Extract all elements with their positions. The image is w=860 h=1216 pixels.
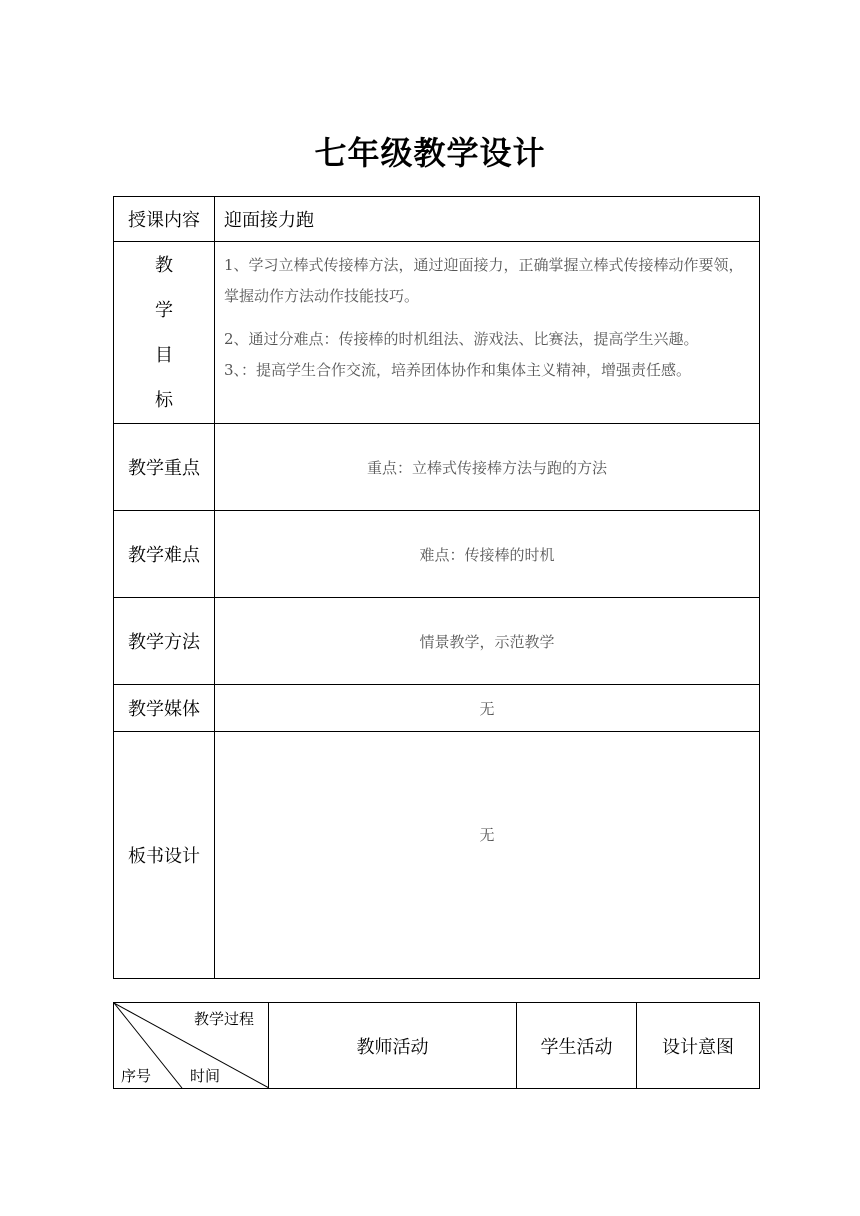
student-activity-header: 学生活动 <box>517 1003 637 1089</box>
process-table <box>113 1002 760 1089</box>
row-board <box>114 732 760 979</box>
lesson-table <box>113 196 760 979</box>
objectives-label <box>114 242 215 424</box>
page-title: 七年级教学设计 <box>314 134 546 172</box>
content-label: 授课内容 <box>114 197 215 242</box>
objectives-label-char: 目 <box>155 344 173 366</box>
objective-item: 1、学习立棒式传接棒方法，通过迎面接力，正确掌握立棒式传接棒动作要领，掌握动作方法动作技能技巧。 <box>224 256 744 305</box>
teacher-activity-header: 教师活动 <box>269 1003 517 1089</box>
board-value: 无 <box>215 732 760 979</box>
key-point-value: 重点：立棒式传接棒方法与跑的方法 <box>215 424 760 511</box>
difficulty-label: 教学难点 <box>114 511 215 598</box>
objectives-value <box>215 242 760 424</box>
diag-time-label: 时间 <box>190 1067 221 1085</box>
objective-item: 2、通过分难点：传接棒的时机组法、游戏法、比赛法，提高学生兴趣。 <box>224 330 699 348</box>
objectives-label-char: 标 <box>155 389 173 411</box>
design-intent-header: 设计意图 <box>637 1003 760 1089</box>
objectives-label-char: 学 <box>155 299 173 321</box>
media-value: 无 <box>215 685 760 732</box>
difficulty-value: 难点：传接棒的时机 <box>215 511 760 598</box>
board-label: 板书设计 <box>114 732 215 979</box>
media-label: 教学媒体 <box>114 685 215 732</box>
method-label: 教学方法 <box>114 598 215 685</box>
objective-item: 3、：提高学生合作交流，培养团体协作和集体主义精神，增强责任感。 <box>224 361 692 379</box>
row-difficulty <box>114 511 760 598</box>
row-content <box>114 197 760 242</box>
row-method <box>114 598 760 685</box>
row-objectives <box>114 242 760 424</box>
process-header-row <box>114 1003 760 1089</box>
row-media <box>114 685 760 732</box>
diagonal-header <box>114 1003 268 1088</box>
key-point-label: 教学重点 <box>114 424 215 511</box>
method-value: 情景教学，示范教学 <box>215 598 760 685</box>
row-key-point <box>114 424 760 511</box>
objectives-label-char: 教 <box>155 254 173 276</box>
diag-process-label: 教学过程 <box>193 1010 254 1028</box>
diag-index-label: 序号 <box>121 1067 152 1085</box>
content-value: 迎面接力跑 <box>215 197 760 242</box>
diagonal-header-cell <box>114 1003 269 1089</box>
